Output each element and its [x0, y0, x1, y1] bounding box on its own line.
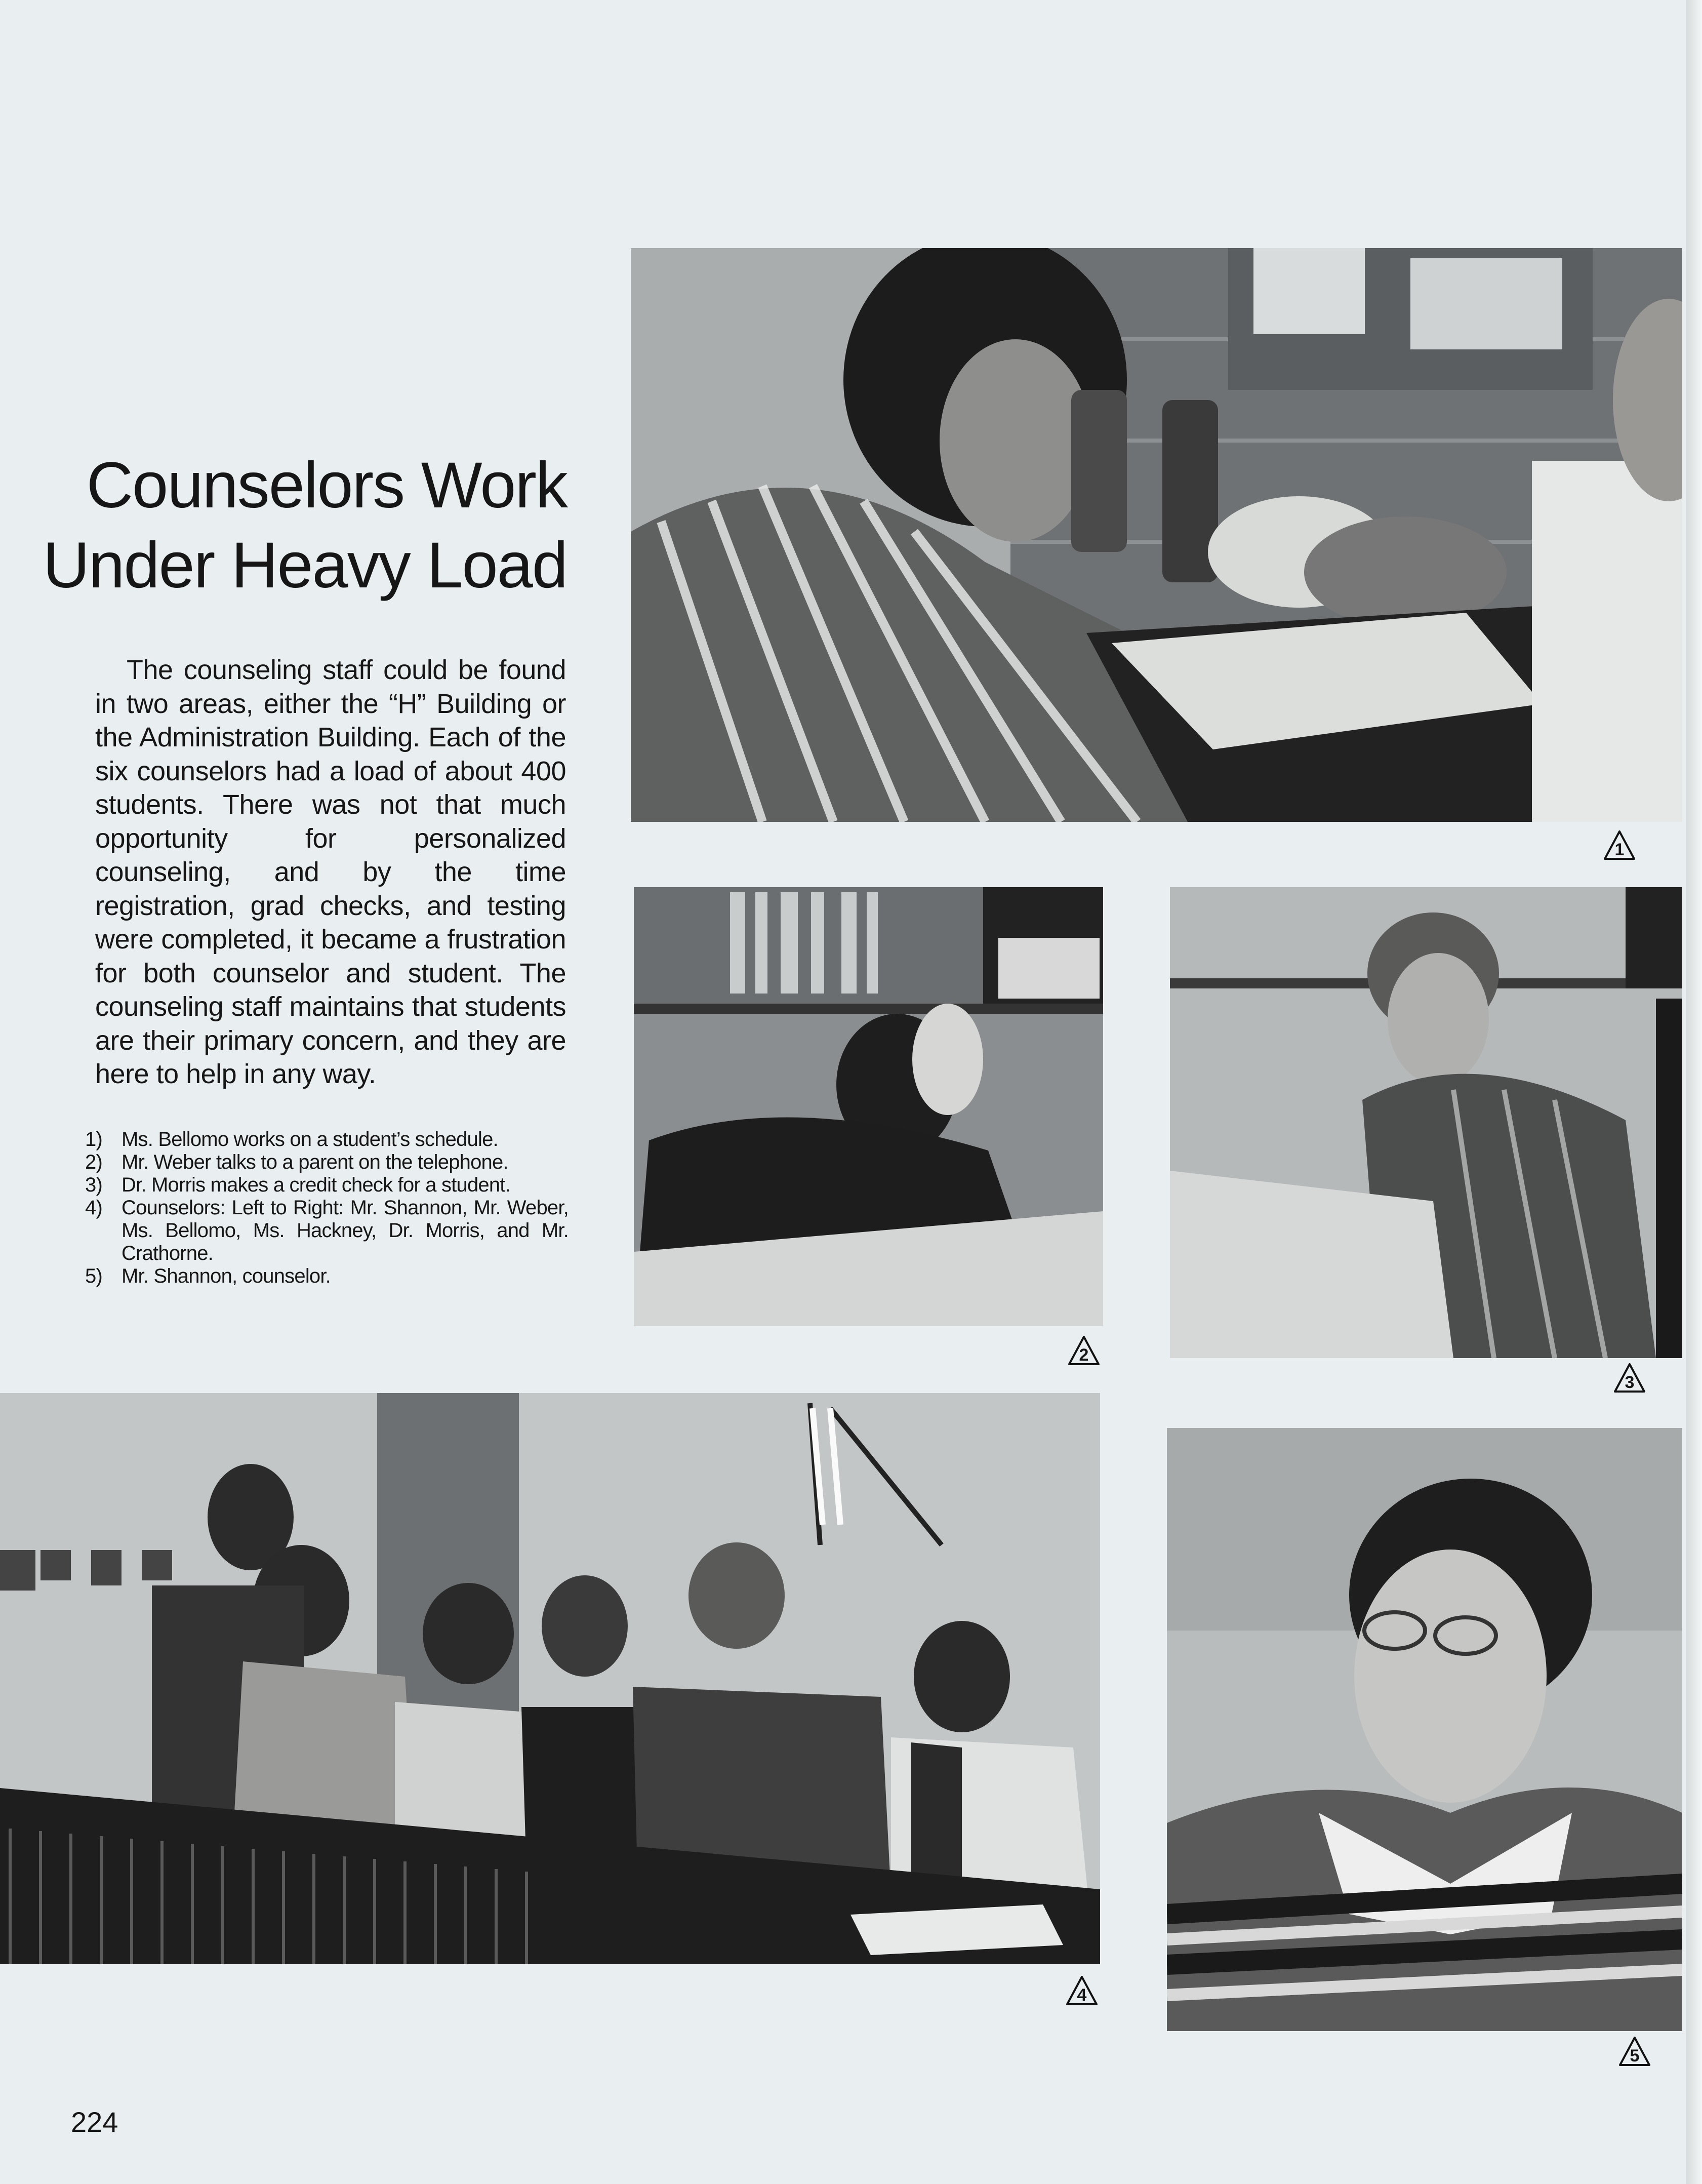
caption-item	[85, 1174, 569, 1197]
photo-4-marker-number: 4	[1077, 1986, 1087, 2005]
caption-number: 2)	[85, 1151, 102, 1173]
photo-5	[1167, 1428, 1682, 2031]
photo-2	[634, 887, 1103, 1326]
caption-item	[85, 1151, 569, 1174]
caption-text: Mr. Weber talks to a parent on the telephone.	[121, 1151, 508, 1173]
photo-2-marker	[1067, 1335, 1101, 1366]
photo-4-marker	[1065, 1975, 1099, 2006]
caption-number: 3)	[85, 1174, 102, 1196]
photo-3	[1170, 887, 1682, 1358]
photo-captions	[85, 1128, 569, 1288]
photo-1-image	[631, 248, 1682, 822]
article-body: The counseling staff could be found in two areas, either the “H” Building or the Administration Building. Each of the six counselors had a load of about 400 students. There was not that much opportunity for personalized counseling, and by the time registration, grad checks, and testing were completed, it became a frustration for both counselor and student. The counseling staff maintains that students are their primary concern, and they are here to help in any way.	[95, 655, 566, 1089]
caption-item	[85, 1128, 569, 1151]
photo-3-marker	[1613, 1362, 1646, 1394]
photo-4-image	[0, 1393, 1100, 1964]
photo-3-image	[1170, 887, 1682, 1358]
photo-4	[0, 1393, 1100, 1964]
photo-5-image	[1167, 1428, 1682, 2031]
caption-number: 5)	[85, 1265, 102, 1287]
photo-2-image	[634, 887, 1103, 1326]
photo-3-marker-number: 3	[1625, 1373, 1635, 1392]
title-line-1: Counselors Work	[86, 449, 567, 522]
caption-text: Dr. Morris makes a credit check for a student.	[121, 1174, 510, 1196]
title-line-2: Under Heavy Load	[43, 529, 567, 602]
page-title	[20, 446, 567, 606]
photo-2-marker-number: 2	[1079, 1345, 1089, 1365]
caption-item	[85, 1265, 569, 1288]
photo-1-marker-number: 1	[1614, 840, 1625, 859]
photo-1-marker	[1603, 829, 1636, 861]
caption-item	[85, 1197, 569, 1265]
photo-5-marker	[1618, 2036, 1651, 2067]
page-edge	[1686, 0, 1702, 2184]
caption-number: 4)	[85, 1197, 102, 1219]
photo-1	[631, 248, 1682, 822]
caption-text: Counselors: Left to Right: Mr. Shannon, Mr. Weber, Ms. Bellomo, Ms. Hackney, Dr. Morris, and Mr. Crathorne.	[121, 1197, 569, 1264]
caption-number: 1)	[85, 1128, 102, 1150]
caption-text: Mr. Shannon, counselor.	[121, 1265, 331, 1287]
caption-text: Ms. Bellomo works on a student’s schedule.	[121, 1128, 498, 1150]
page-number: 224	[71, 2106, 118, 2138]
photo-5-marker-number: 5	[1630, 2046, 1640, 2066]
